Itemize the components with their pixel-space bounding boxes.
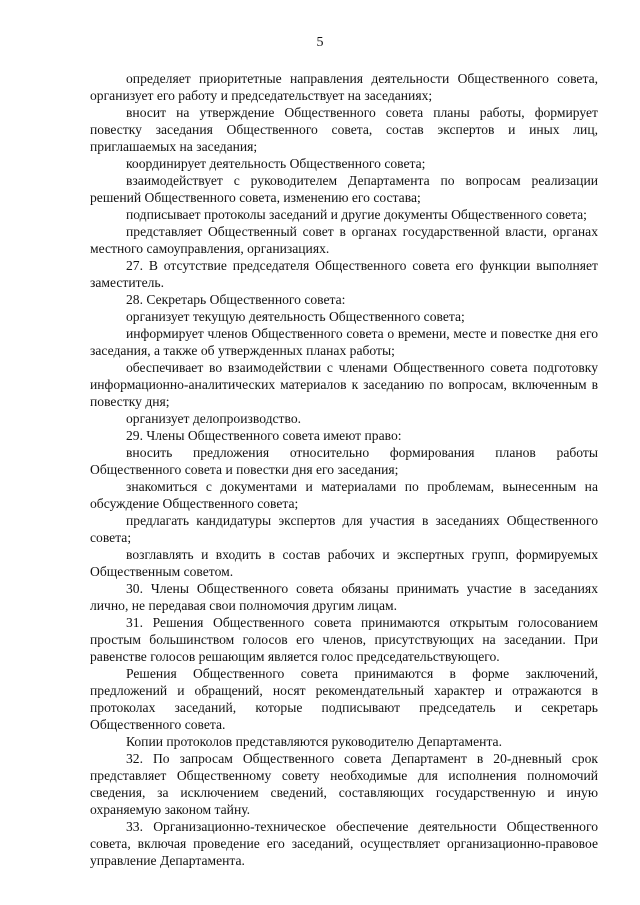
paragraph: 27. В отсутствие председателя Общественного совета его функции выполняет заместитель. (90, 258, 598, 290)
paragraph: подписывает протоколы заседаний и другие документы Общественного совета; (126, 207, 587, 222)
paragraph: 30. Члены Общественного совета обязаны принимать участие в заседаниях лично, не передавая свои полномочия другим лицам. (90, 581, 598, 613)
paragraph: Копии протоколов представляются руководителю Департамента. (126, 734, 502, 749)
document-body (90, 70, 598, 869)
paragraph: Решения Общественного совета принимаются в форме заключений, предложений и обращений, носят рекомендательный характер и отражаются в протоколах заседаний, которые подписывают председатель и секретарь Общественного совета. (90, 666, 598, 732)
paragraph: 33. Организационно-техническое обеспечение деятельности Общественного совета, включая проведение его заседаний, осуществляет организационно-правовое управление Департамента. (90, 819, 598, 868)
paragraph: 32. По запросам Общественного совета Департамент в 20-дневный срок представляет Общественному совету необходимые для исполнения полномочий сведения, за исключением сведений, составляющих государственную и иную охраняемую законом тайну. (90, 751, 598, 817)
paragraph: координирует деятельность Общественного совета; (126, 156, 426, 171)
paragraph: вносит на утверждение Общественного совета планы работы, формирует повестку заседания Общественного совета, состав экспертов и иных лиц, приглашаемых на заседания; (90, 105, 598, 154)
paragraph: 28. Секретарь Общественного совета: (126, 292, 346, 307)
paragraph: информирует членов Общественного совета о времени, месте и повестке дня его заседания, а также об утвержденных планах работы; (90, 326, 598, 358)
paragraph: 29. Члены Общественного совета имеют право: (126, 428, 402, 443)
paragraph: представляет Общественный совет в органах государственной власти, органах местного самоуправления, организациях. (90, 224, 598, 256)
paragraph: обеспечивает во взаимодействии с членами Общественного совета подготовку информационно-аналитических материалов к заседанию по вопросам, включенным в повестку дня; (90, 360, 598, 409)
paragraph: взаимодействует с руководителем Департамента по вопросам реализации решений Общественного совета, изменению его состава; (90, 173, 598, 205)
paragraph: знакомиться с документами и материалами по проблемам, вынесенным на обсуждение Общественного совета; (90, 479, 598, 511)
paragraph: возглавлять и входить в состав рабочих и экспертных групп, формируемых Общественным советом. (90, 547, 598, 579)
paragraph: определяет приоритетные направления деятельности Общественного совета, организует его работу и председательствует на заседаниях; (90, 71, 598, 103)
page-number: 5 (316, 35, 324, 50)
paragraph: вносить предложения относительно формирования планов работы Общественного совета и повестки дня его заседания; (90, 445, 598, 477)
paragraph: организует делопроизводство. (126, 411, 302, 426)
paragraph: предлагать кандидатуры экспертов для участия в заседаниях Общественного совета; (90, 513, 598, 545)
paragraph: 31. Решения Общественного совета принимаются открытым голосованием простым большинством голосов его членов, присутствующих на заседании. При равенстве голосов решающим является голос председательствующего. (90, 615, 598, 664)
paragraph: организует текущую деятельность Общественного совета; (126, 309, 465, 324)
